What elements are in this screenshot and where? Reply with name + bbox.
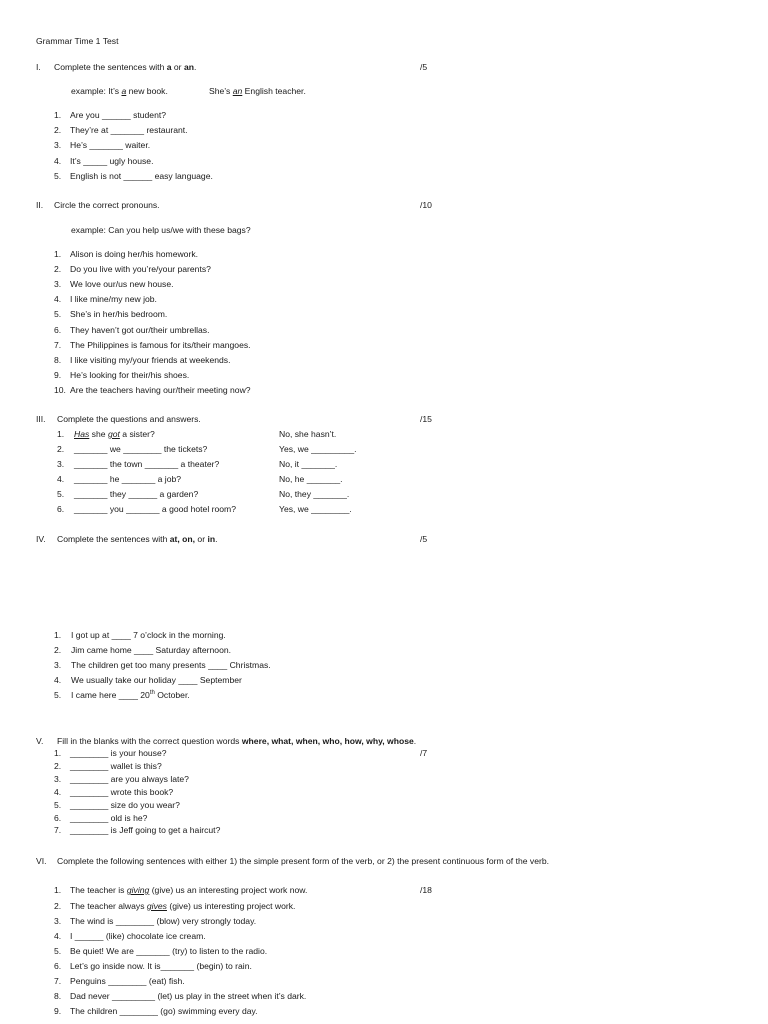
- section-5-item-number: 6.: [54, 812, 62, 823]
- section-3-question: _______ the town _______ a theater?: [74, 459, 220, 469]
- section-1-number: I.: [36, 62, 41, 72]
- section-1-score: /5: [420, 62, 428, 72]
- section-5-item-number: 7.: [54, 825, 62, 836]
- section-3-number: III.: [36, 414, 46, 424]
- section-3-score: /15: [420, 414, 432, 424]
- section-5-item-number: 1.: [54, 748, 62, 758]
- section-1-item-number: 5.: [54, 170, 62, 181]
- section-6-item-number: 9.: [54, 1006, 62, 1016]
- section-2-item-number: 4.: [54, 294, 62, 305]
- section-6-item: Penguins ________ (eat) fish.: [70, 976, 185, 986]
- section-6-number: VI.: [36, 856, 47, 866]
- section-2-item-number: 3.: [54, 279, 62, 290]
- section-3-question: _______ he _______ a job?: [74, 474, 182, 484]
- section-2-item: We love our/us new house.: [70, 279, 174, 290]
- section-6-item: The children ________ (go) swimming every day.: [70, 1006, 258, 1016]
- section-6-item: The wind is ________ (blow) very strongly today.: [70, 916, 257, 926]
- section-6-item-number: 6.: [54, 961, 62, 971]
- section-4-item-number: 3.: [54, 660, 62, 670]
- section-2-item: Alison is doing her/his homework.: [70, 249, 199, 259]
- section-1-item-number: 1.: [54, 110, 62, 120]
- section-2-instruction: Circle the correct pronouns.: [54, 200, 160, 210]
- section-2-item-number: 10.: [54, 384, 66, 395]
- section-2-item: She’s in her/his bedroom.: [70, 309, 168, 320]
- section-5-item-number: 2.: [54, 760, 62, 771]
- section-2-item-number: 1.: [54, 249, 62, 259]
- section-1-item-number: 3.: [54, 140, 62, 151]
- section-1-item: They’re at _______ restaurant.: [70, 125, 188, 136]
- section-5-number: V.: [36, 736, 44, 746]
- section-3-question: _______ we ________ the tickets?: [74, 444, 208, 454]
- section-3-item-number: 4.: [57, 474, 65, 484]
- section-3-instruction: Complete the questions and answers.: [57, 414, 201, 424]
- section-4-item-number: 1.: [54, 630, 62, 640]
- section-3-question: _______ they ______ a garden?: [74, 489, 199, 499]
- section-5-item-number: 3.: [54, 773, 62, 784]
- section-2-item: Do you live with you’re/your parents?: [70, 264, 211, 275]
- section-3-item-number: 6.: [57, 504, 65, 514]
- section-6-item-number: 1.: [54, 885, 62, 895]
- section-2-item-number: 9.: [54, 369, 62, 380]
- section-2-item: The Philippines is famous for its/their mangoes.: [70, 339, 251, 350]
- section-2-item-number: 7.: [54, 339, 62, 350]
- section-2-item-number: 8.: [54, 354, 62, 365]
- section-6-item: Dad never _________ (let) us play in the street when it’s dark.: [70, 991, 307, 1001]
- section-1-example-2: She’s an English teacher.: [209, 86, 306, 96]
- section-3-answer: Yes, we ________.: [279, 504, 352, 514]
- section-1-item-number: 4.: [54, 155, 62, 166]
- section-4-item: We usually take our holiday ____ September: [71, 675, 242, 685]
- section-6-item: Let’s go inside now. It is_______ (begin) to rain.: [70, 961, 252, 971]
- section-4-item: I got up at ____ 7 o’clock in the morning.: [71, 630, 226, 640]
- section-6-item-number: 4.: [54, 931, 62, 941]
- section-6-item-number: 2.: [54, 901, 62, 911]
- section-4-number: IV.: [36, 534, 46, 544]
- section-2-item-number: 5.: [54, 309, 62, 320]
- section-4-item: The children get too many presents ____ Christmas.: [71, 660, 271, 670]
- section-1-instruction: Complete the sentences with a or an.: [54, 62, 197, 72]
- section-5-item: ________ is your house?: [70, 748, 167, 758]
- section-3-item-number: 1.: [57, 429, 65, 439]
- section-3-answer: Yes, we _________.: [279, 444, 357, 454]
- section-3-answer: No, he _______.: [279, 474, 343, 484]
- section-4-item-number: 5.: [54, 690, 62, 700]
- section-3-answer-1: No, she hasn’t.: [279, 429, 337, 439]
- section-3-question-1: Has she got a sister?: [74, 429, 155, 439]
- section-3-question: _______ you _______ a good hotel room?: [74, 504, 236, 514]
- section-6-item-number: 7.: [54, 976, 62, 986]
- section-5-item: ________ old is he?: [70, 812, 148, 823]
- section-3-answer: No, it _______.: [279, 459, 338, 469]
- section-6-item-1: The teacher is giving (give) us an interesting project work now.: [70, 885, 308, 895]
- section-5-item-number: 4.: [54, 786, 62, 797]
- section-5-item: ________ is Jeff going to get a haircut?: [70, 825, 221, 836]
- section-5-item: ________ are you always late?: [70, 773, 189, 784]
- section-2-item: Are the teachers having our/their meeting now?: [70, 384, 251, 395]
- section-2-item-number: 6.: [54, 324, 62, 335]
- document-title: Grammar Time 1 Test: [36, 36, 119, 46]
- section-2-number: II.: [36, 200, 44, 210]
- section-2-item: He’s looking for their/his shoes.: [70, 369, 190, 380]
- section-1-example: example: It’s a new book.: [71, 86, 168, 96]
- section-4-item-number: 2.: [54, 645, 62, 655]
- section-1-item: Are you ______ student?: [70, 110, 167, 120]
- section-5-item: ________ size do you wear?: [70, 799, 180, 810]
- section-5-score: /7: [420, 748, 428, 758]
- section-5-item: ________ wallet is this?: [70, 760, 162, 771]
- section-6-instruction: Complete the following sentences with either 1) the simple present form of the verb, or 2) the present continuous form of the verb.: [57, 856, 550, 866]
- section-6-item: Be quiet! We are _______ (try) to listen to the radio.: [70, 946, 268, 956]
- section-6-score: /18: [420, 885, 432, 895]
- section-2-example: example: Can you help us/we with these bags?: [71, 225, 251, 235]
- section-4-score: /5: [420, 534, 428, 544]
- section-6-item-number: 8.: [54, 991, 62, 1001]
- section-3-answer: No, they _______.: [279, 489, 350, 499]
- section-4-instruction: Complete the sentences with at, on, or in.: [57, 534, 218, 544]
- section-2-score: /10: [420, 200, 432, 210]
- section-6-item-2: The teacher always gives (give) us interesting project work.: [70, 901, 296, 911]
- section-6-item-number: 5.: [54, 946, 62, 956]
- section-4-item-number: 4.: [54, 675, 62, 685]
- section-2-item: I like mine/my new job.: [70, 294, 157, 305]
- section-1-item-number: 2.: [54, 125, 62, 136]
- section-3-item-number: 3.: [57, 459, 65, 469]
- section-2-item-number: 2.: [54, 264, 62, 275]
- section-6-item: I ______ (like) chocolate ice cream.: [70, 931, 206, 941]
- section-6-item-number: 3.: [54, 916, 62, 926]
- section-2-item: I like visiting my/your friends at weekends.: [70, 354, 231, 365]
- section-2-item: They haven’t got our/their umbrellas.: [70, 324, 210, 335]
- section-3-item-number: 5.: [57, 489, 65, 499]
- section-4-item: Jim came home ____ Saturday afternoon.: [71, 645, 232, 655]
- section-5-instruction: Fill in the blanks with the correct question words where, what, when, who, how, why, whose.: [57, 736, 417, 746]
- section-1-item: He’s _______ waiter.: [70, 140, 151, 151]
- section-3-item-number: 2.: [57, 444, 65, 454]
- section-1-item: English is not ______ easy language.: [70, 170, 213, 181]
- section-5-item: ________ wrote this book?: [70, 786, 174, 797]
- section-1-item: It’s _____ ugly house.: [70, 155, 154, 166]
- section-5-item-number: 5.: [54, 799, 62, 810]
- section-4-item-5: I came here ____ 20th October.: [71, 690, 190, 700]
